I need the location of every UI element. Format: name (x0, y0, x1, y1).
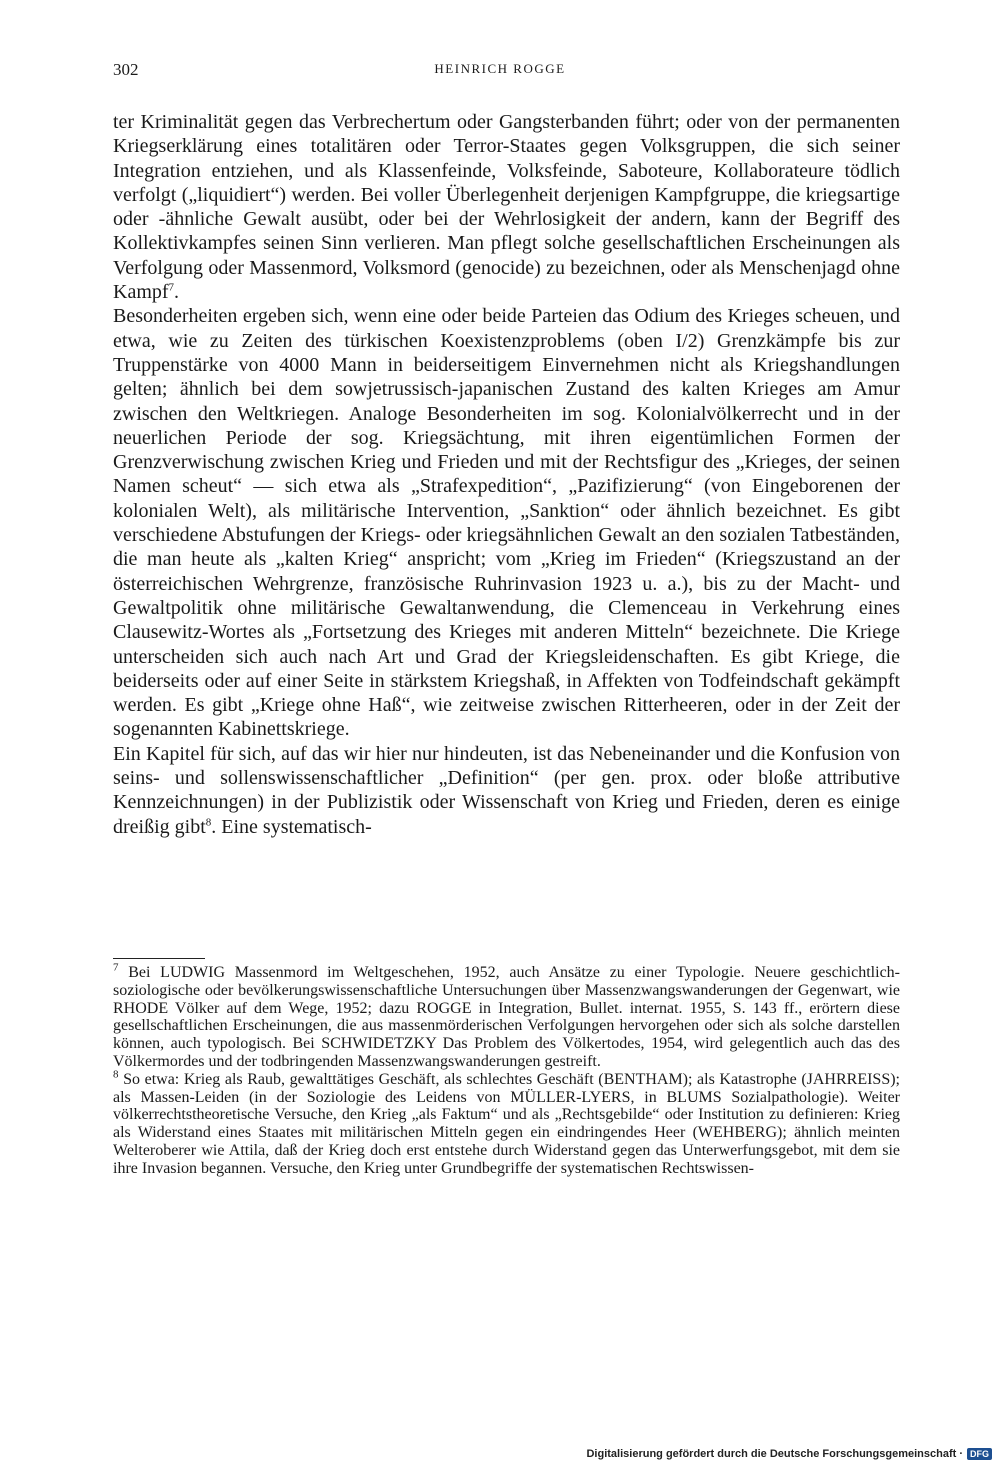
footnote-divider (113, 958, 205, 959)
paragraph-1-end: . (174, 281, 180, 304)
footnote-8 (113, 1068, 900, 1178)
paragraph-1-text: ter Kriminalität gegen das Verbrechertum oder Gangsterbanden führt; oder von der permanenten Kriegserklärung eines totalitären oder Terror-Staates gegen Volksgruppen, die sich seiner Integration entziehen, und als Klassenfeinde, Volksfeinde, Saboteure, Kollaborateure tödlich verfolgt („liquidiert“) werden. Bei voller Überlegenheit derjenigen Kampfgruppe, die kriegsartige oder -ähnliche Gewalt ausübt, oder bei der Wehrlosigkeit der andern, kann der Begriff des Kollektivkampfes seinen Sinn verlieren. Man pflegt solche gesellschaftlichen Erscheinungen als Verfolgung oder Massenmord, Volksmord (genocide) zu bezeichnen, oder als Menschenjagd ohne Kampf (113, 111, 900, 304)
running-head: HEINRICH ROGGE (434, 61, 566, 76)
footnote-ref-7: 7 (168, 281, 175, 294)
digitization-note: Digitalisierung gefördert durch die Deutsche Forschungsgemeinschaft · (586, 1448, 963, 1460)
footnote-7-text: Bei LUDWIG Massenmord im Weltgeschehen, 1952, auch Ansätze zu einer Typologie. Neuere geschichtlich-soziologische oder bevölkerungswissenschaftliche Untersuchungen über Massenzwangswanderungen der Gegenwart, wie RHODE Völker auf dem Wege, 1952; dazu ROGGE in Integration, Bullet. internat. 1955, S. 143 ff., erörtern diese gesellschaftlichen Erscheinungen, die aus massenmörderischen Verfolgungen hervorgehen oder sich als solche darstellen können, auch typologisch. Bei SCHWIDETZKY Das Problem des Völkertodes, 1954, wird gelegentlich auch das des Völkermordes und der todbringenden Massenzwangswanderungen gestreift. (113, 964, 900, 1070)
footnote-7-mark: 7 (113, 961, 119, 974)
paragraph-3-end: . Eine systematisch- (211, 815, 372, 838)
footnotes (113, 961, 900, 1178)
footnote-7 (113, 961, 900, 1071)
footnote-8-mark: 8 (113, 1068, 119, 1081)
main-text (113, 110, 900, 839)
paragraph-2: Besonderheiten ergeben sich, wenn eine oder beide Parteien das Odium des Krieges scheuen, und etwa, wie zu Zeiten des türkischen Koexistenzproblems (oben I/2) Grenzkämpfe bis zur Truppenstärke von 4000 Mann in beiderseitigem Einvernehmen nicht als Kriegshandlungen gelten; ähnlich bei dem sowjetrussisch-japanischen Zustand des kalten Krieges am Amur zwischen den Weltkriegen. Analoge Besonderheiten im sog. Kolonialvölkerrecht und in der neuerlichen Periode der sog. Kriegsächtung, mit ihren eigentümlichen Formen der Grenzverwischung zwischen Krieg und Frieden und mit der Rechtsfigur des „Krieges, der seinen Namen scheut“ — sich etwa als „Strafexpedition“, „Pazifizierung“ (von Eingeborenen der kolonialen Welt), als militärische Intervention, „Sanktion“ oder ähnlich bezeichnet. Es gibt verschiedene Abstufungen der Kriegs- oder kriegsähnlichen Gewalt an den sozialen Tatbeständen, die man heute als „kalten Krieg“ anspricht; vom „Krieg im Frieden“ (Kriegszustand an der österreichischen Wehrgrenze, französische Ruhrinvasion 1923 u. a.), bis zu der Macht- und Gewaltpolitik ohne militärische Gewaltanwendung, die Clemenceau in Verkehrung eines Clausewitz-Wortes als „Fortsetzung des Krieges mit anderen Mitteln“ bezeichnete. Die Kriege unterscheiden sich auch nach Art und Grad der Kriegsleidenschaften. Es gibt Kriege, die beiderseits oder auf einer Seite in stärkstem Kriegshaß, in Affekten von Todfeindschaft gekämpft werden. Es gibt „Kriege ohne Haß“, wie zeitweise zwischen Ritterheeren, oder in der Zeit der sogenannten Kabinettskriege. (113, 305, 900, 741)
footnote-ref-8: 8 (205, 815, 212, 828)
footnote-8-text: So etwa: Krieg als Raub, gewalttätiges Geschäft, als schlechtes Geschäft (BENTHAM); als Katastrophe (JAHRREISS); als Massen-Leiden (in der Soziologie des Leidens von MÜLLER-LYERS, in BLUMS Sozialpathologie). Weiter völkerrechtstheoretische Versuche, den Krieg „als Faktum“ und als „Rechtsgebilde“ oder Institution zu definieren: Krieg als Widerstand eines Staates mit militärischen Mitteln gegen ein eindringendes Heer (WEHBERG); ähnlich meinten Welteroberer wie Attila, daß der Krieg doch erst entstehe durch Widerstand gegen das Unterwerfungsgebot, mit dem sie ihre Invasion begannen. Versuche, den Krieg unter Grundbegriffe der systematischen Rechtswissen- (113, 1070, 900, 1177)
dfg-logo: DFG (967, 1448, 992, 1460)
paragraph-3-text: Ein Kapitel für sich, auf das wir hier nur hindeuten, ist das Nebeneinander und die Konfusion von seins- und sollenswissenschaftlicher „Definition“ (per gen. prox. oder bloße attributive Kennzeichnungen) in der Publizistik oder Wissenschaft von Krieg und Frieden, deren es einige dreißig gibt (113, 742, 900, 838)
paragraph-1 (113, 110, 900, 304)
paragraph-3 (113, 742, 900, 839)
digitization-footer (586, 1448, 992, 1460)
page-number: 302 (113, 60, 139, 79)
